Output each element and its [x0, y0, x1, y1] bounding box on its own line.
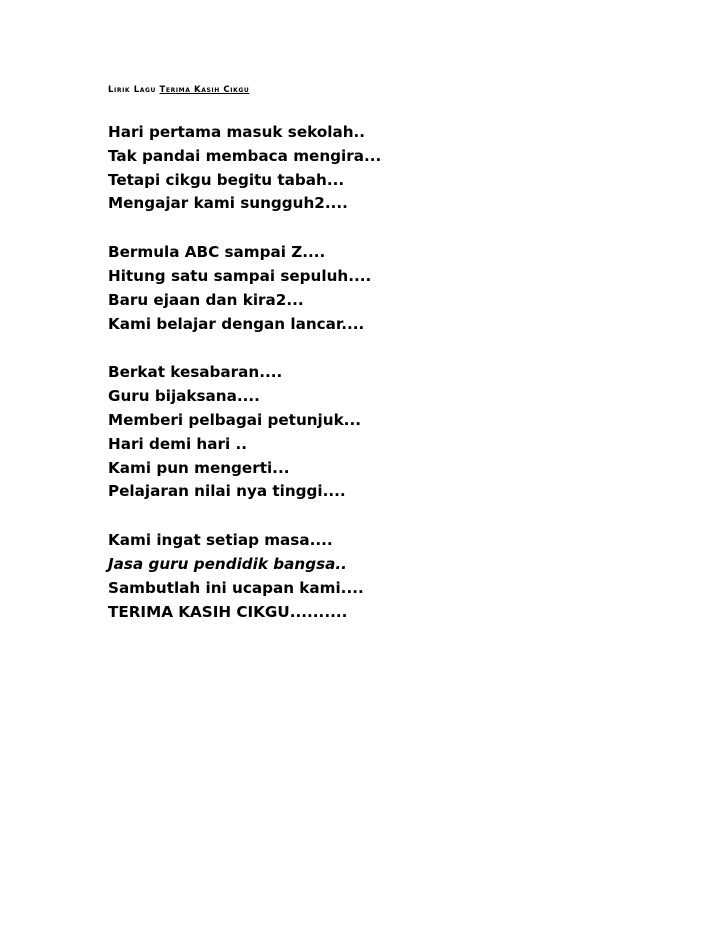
lyrics-body [108, 121, 708, 649]
stanza-2 [108, 241, 708, 336]
lyric-line: Sambutlah ini ucapan kami.... [108, 578, 364, 597]
lyric-line: TERIMA KASIH CIKGU.......... [108, 602, 348, 621]
stanza-3 [108, 361, 708, 504]
lyric-line: Hitung satu sampai sepuluh.... [108, 266, 372, 285]
lyric-line: Kami belajar dengan lancar.... [108, 314, 365, 333]
document-title [108, 84, 249, 96]
lyric-line: Hari demi hari .. [108, 434, 248, 453]
lyric-line: Baru ejaan dan kira2... [108, 290, 304, 309]
lyric-line: Bermula ABC sampai Z.... [108, 243, 326, 262]
lyric-line: Tak pandai membaca mengira... [108, 146, 382, 165]
lyric-line: Mengajar kami sungguh2.... [108, 194, 348, 213]
stanza-1 [108, 121, 708, 216]
title-prefix: Lirik Lagu [108, 85, 156, 95]
lyric-line: Hari pertama masuk sekolah.. [108, 123, 366, 141]
lyric-line: Jasa guru pendidik bangsa.. [108, 554, 347, 573]
lyric-line: Guru bijaksana.... [108, 387, 260, 406]
lyric-line: Tetapi cikgu begitu tabah... [108, 170, 345, 189]
song-title: Terima Kasih Cikgu [159, 85, 250, 95]
lyric-line: Kami ingat setiap masa.... [108, 531, 333, 550]
lyric-line: Pelajaran nilai nya tinggi.... [108, 482, 346, 501]
lyric-line: Kami pun mengerti... [108, 458, 290, 477]
lyric-line: Berkat kesabaran.... [108, 363, 283, 382]
stanza-4 [108, 529, 708, 624]
lyric-line: Memberi pelbagai petunjuk... [108, 410, 361, 429]
